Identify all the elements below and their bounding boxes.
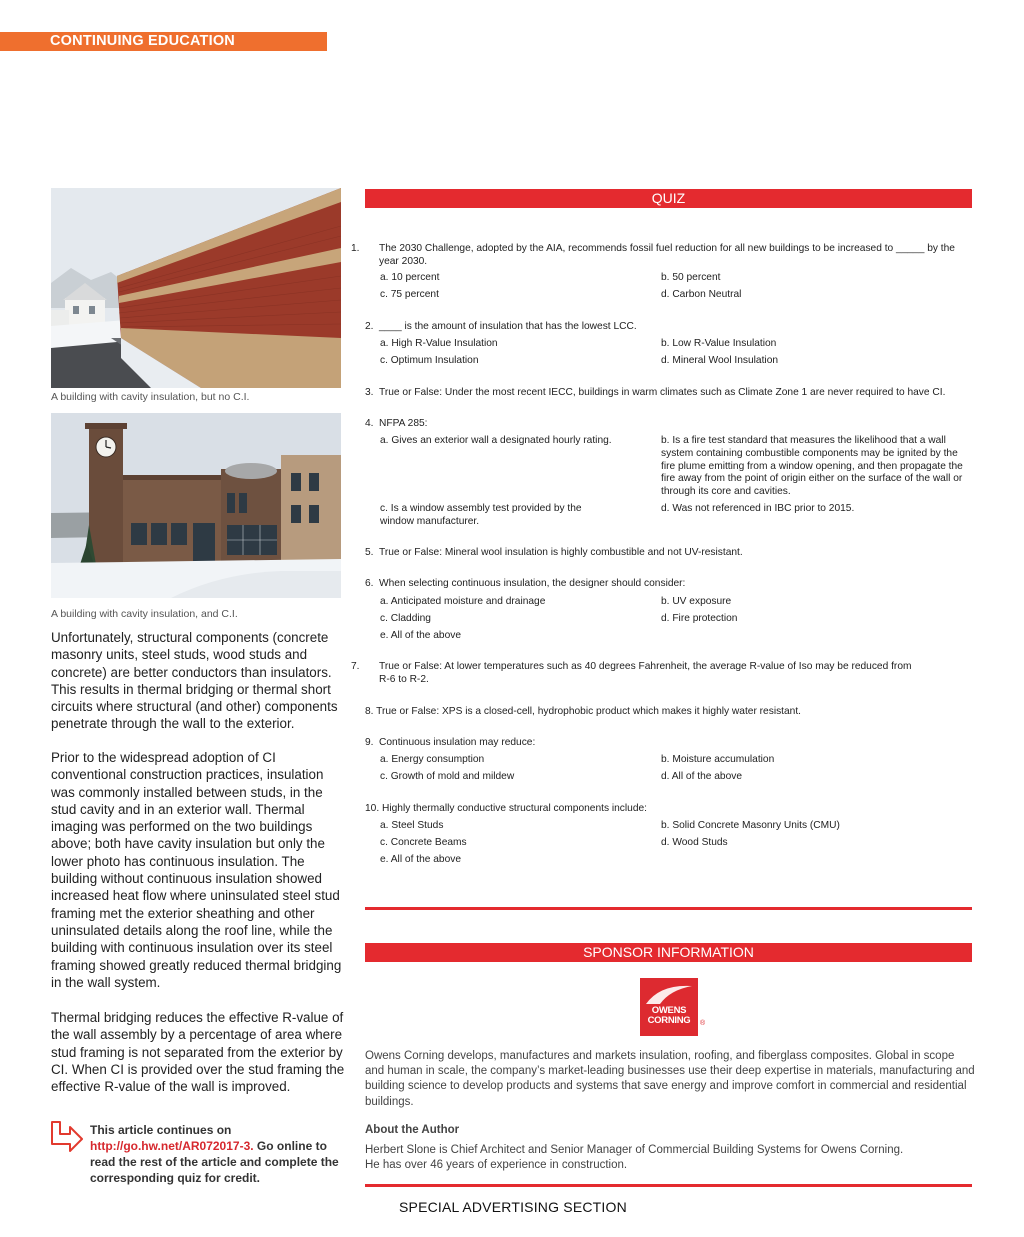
question-number: 7. (351, 661, 360, 672)
question-number: 5. (365, 547, 374, 558)
about-author-text (365, 1143, 975, 1173)
quiz-question-8: 8. True or False: XPS is a closed-cell, hydrophobic product which makes it highly water resistant. (365, 706, 801, 717)
quiz-option[interactable]: e. All of the above (380, 854, 461, 865)
owens-corning-logo (640, 978, 698, 1036)
question-text: When selecting continuous insulation, the designer should consider: (379, 578, 686, 589)
question-text: ____ is the amount of insulation that has the lowest LCC. (379, 321, 637, 332)
sponsor-title-bar: SPONSOR INFORMATION (365, 943, 972, 962)
section-header-title: CONTINUING EDUCATION (50, 33, 235, 49)
body-paragraph-1: Unfortunately, structural components (concrete masonry units, steel studs, wood studs and concrete) are better conductors than insulators. This results in thermal bridging or thermal short circuits where structural (and other) components penetrate through the wall to the exterior. (51, 630, 338, 732)
quiz-option[interactable]: b. Low R-Value Insulation (661, 338, 777, 349)
question-text: The 2030 Challenge, adopted by the AIA, recommends fossil fuel reduction for all new buildings to be increased to _____ by the year 2030. (379, 243, 955, 267)
clock-tower-illustration (51, 413, 341, 598)
arrow-continue-icon (50, 1120, 84, 1160)
about-line-2: He has over 46 years of experience in construction. (365, 1159, 628, 1172)
question-number: 2. (365, 321, 374, 332)
quiz-option[interactable]: a. Steel Studs (380, 820, 444, 831)
quiz-option[interactable]: c. Cladding (380, 613, 431, 624)
question-text: True or False: Under the most recent IECC, buildings in warm climates such as Climate Zone 1 are never required to have CI. (379, 387, 946, 398)
quiz-option[interactable]: b. UV exposure (661, 596, 732, 607)
question-text: Continuous insulation may reduce: (379, 737, 536, 748)
quiz-option[interactable]: c. Is a window assembly test provided by the window manufacturer. (380, 503, 582, 527)
quiz-option[interactable]: c. Growth of mold and mildew (380, 771, 515, 782)
quiz-title-bar: QUIZ (365, 189, 972, 208)
quiz-option[interactable]: d. Was not referenced in IBC prior to 2015. (661, 503, 855, 514)
divider-rule (365, 907, 972, 910)
question-number: 4. (365, 418, 374, 429)
quiz-option[interactable]: e. All of the above (380, 630, 461, 641)
continue-lead-text: This article continues on (90, 1123, 232, 1137)
quiz-question-5 (365, 547, 972, 560)
quiz-question-10: 10. Highly thermally conductive structural components include: (365, 803, 647, 814)
quiz-option[interactable]: b. Is a fire test standard that measures the likelihood that a wall system containing combustible components may be ignited by the fire plume emitting from a window opening, and then propagate the fire away from the point of origin either on the surface of the wall or through its core and cavities. (661, 435, 963, 498)
question-number: 1. (351, 243, 360, 254)
photo-caption-1: A building with cavity insulation, but no C.I. (51, 391, 250, 403)
quiz-option[interactable]: a. Energy consumption (380, 754, 485, 765)
about-author-heading: About the Author (365, 1124, 460, 1136)
about-line-1: Herbert Slone is Chief Architect and Senior Manager of Commercial Building Systems for Owens Corning. (365, 1144, 904, 1156)
quiz-option[interactable]: a. Anticipated moisture and drainage (380, 596, 546, 607)
quiz-option[interactable]: d. All of the above (661, 771, 742, 782)
quiz-question-7 (351, 661, 925, 687)
quiz-question-2 (365, 321, 972, 334)
quiz-option[interactable]: a. High R-Value Insulation (380, 338, 498, 349)
quiz-question-4 (365, 418, 972, 431)
footer-label: SPECIAL ADVERTISING SECTION (399, 1199, 627, 1215)
body-paragraph-2: Prior to the widespread adoption of CI conventional construction practices, insulation was commonly installed between studs, in the stud cavity and in an exterior wall. Thermal imaging was performed on the two buildings above; both have cavity insulation but only the lower photo has continuous insulation. The building without continuous insulation showed increased heat flow where uninsulated steel stud framing met the exterior sheathing and other uninsulated details along the roof line, while the building with continuous insulation over its steel framing showed greatly reduced thermal bridging in the wall system. (51, 750, 342, 990)
question-text: True or False: Mineral wool insulation is highly combustible and not UV-resistant. (379, 547, 743, 558)
quiz-question-9 (365, 737, 972, 750)
logo-text-line2: CORNING (647, 1014, 691, 1026)
quiz-option[interactable]: c. Optimum Insulation (380, 355, 479, 366)
quiz-option[interactable]: b. 50 percent (661, 272, 721, 283)
logo-text-line1: OWENS (651, 1005, 687, 1016)
photo-caption-2: A building with cavity insulation, and C.I. (51, 608, 238, 620)
section-header-bar (0, 32, 327, 51)
sponsor-description: Owens Corning develops, manufactures and markets insulation, roofing, and fiberglass composites. Global in scope and human in scale, the company’s market-leading businesses use their deep expertise in materials, manufacturing and building science to develop products and systems that save energy and improve comfort in commercial and residential buildings. (365, 1050, 975, 1108)
quiz-option[interactable]: d. Fire protection (661, 613, 738, 624)
quiz-option[interactable]: a. 10 percent (380, 272, 440, 283)
quiz-question-3 (365, 387, 972, 400)
quiz-option[interactable]: d. Wood Studs (661, 837, 728, 848)
photo-clock-tower-building (51, 413, 341, 598)
question-number: 9. (365, 737, 374, 748)
continue-rest-text: Go online to read the rest of the article and complete the corresponding quiz for credit. (90, 1139, 339, 1185)
question-text: True or False: At lower temperatures such as 40 degrees Fahrenheit, the average R-value of Iso may be reduced from R-6 to R-2. (379, 661, 912, 685)
article-link[interactable]: http://go.hw.net/AR072017-3. (90, 1139, 254, 1153)
divider-rule (365, 1184, 972, 1187)
brick-building-illustration (51, 188, 341, 388)
question-number: 6. (365, 578, 374, 589)
quiz-option[interactable]: b. Moisture accumulation (661, 754, 775, 765)
quiz-question-6 (365, 578, 972, 591)
quiz-option[interactable]: a. Gives an exterior wall a designated hourly rating. (380, 435, 612, 446)
quiz-option[interactable]: d. Mineral Wool Insulation (661, 355, 779, 366)
quiz-option[interactable]: c. 75 percent (380, 289, 439, 300)
registered-mark: ® (700, 1020, 706, 1027)
question-text: NFPA 285: (379, 418, 428, 429)
quiz-option[interactable]: c. Concrete Beams (380, 837, 467, 848)
photo-brick-building (51, 188, 341, 388)
quiz-option[interactable]: d. Carbon Neutral (661, 289, 742, 300)
quiz-question-1 (351, 243, 972, 269)
body-paragraph-3: Thermal bridging reduces the effective R-value of the wall assembly by a percentage of area where stud framing is not separated from the exterior by CI. When CI is provided over the stud framing the effective R-value of the wall is improved. (51, 1010, 345, 1095)
question-number: 3. (365, 387, 374, 398)
quiz-option[interactable]: b. Solid Concrete Masonry Units (CMU) (661, 820, 840, 831)
